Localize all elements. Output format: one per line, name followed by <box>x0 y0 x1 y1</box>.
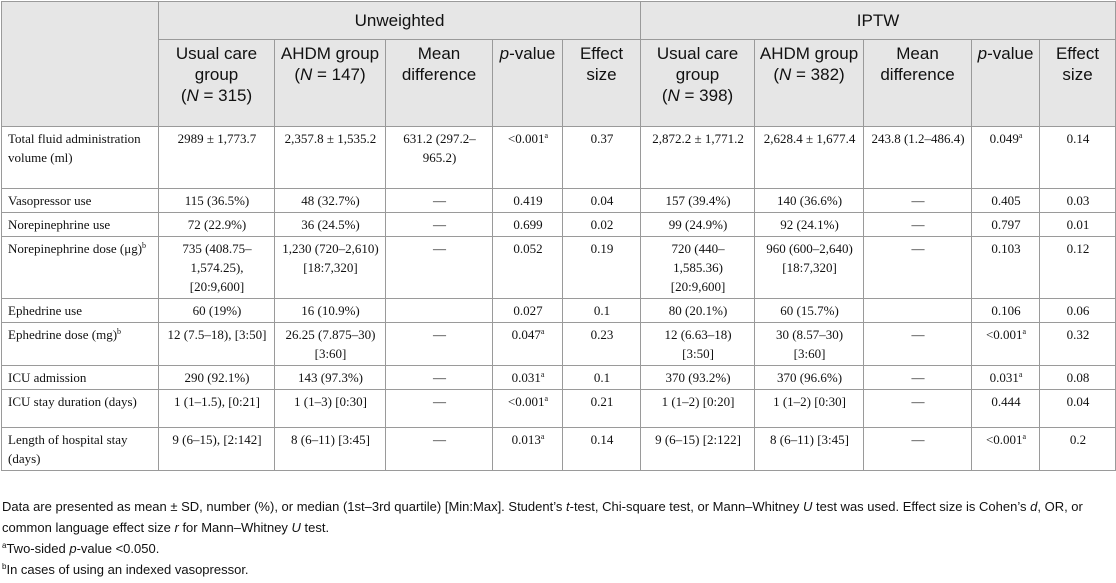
cell-iptw-effect-size: 0.06 <box>1040 299 1116 323</box>
col-header-unweighted-p-value: p-value <box>493 40 563 127</box>
cell-iptw-ahdm: 140 (36.6%) <box>755 189 864 213</box>
footnote-marker: b <box>117 327 122 336</box>
cell-unweighted-usual: 735 (408.75–1,574.25), [20:9,600] <box>159 237 275 299</box>
cell-unweighted-ahdm: 143 (97.3%) <box>275 366 386 390</box>
cell-unweighted-effect-size: 0.04 <box>563 189 641 213</box>
cell-iptw-p-value: 0.444 <box>972 390 1040 428</box>
cell-unweighted-mean-diff: — <box>386 237 493 299</box>
cell-unweighted-usual: 2989 ± 1,773.7 <box>159 127 275 189</box>
cell-iptw-effect-size: 0.32 <box>1040 323 1116 366</box>
table-row <box>2 428 1116 471</box>
cell-iptw-mean-diff: — <box>864 237 972 299</box>
cell-iptw-p-value: 0.797 <box>972 213 1040 237</box>
cell-iptw-ahdm: 960 (600–2,640) [18:7,320] <box>755 237 864 299</box>
row-label: ICU admission <box>2 366 159 390</box>
cell-iptw-p-value: <0.001$^a$ <box>972 428 1040 471</box>
group-header-iptw: IPTW <box>641 2 1116 40</box>
cell-unweighted-mean-diff: 631.2 (297.2–965.2) <box>386 127 493 189</box>
cell-iptw-effect-size: 0.14 <box>1040 127 1116 189</box>
cell-unweighted-effect-size: 0.37 <box>563 127 641 189</box>
cell-unweighted-mean-diff: — <box>386 428 493 471</box>
footnote-marker: a <box>1022 327 1027 336</box>
cell-unweighted-usual: 72 (22.9%) <box>159 213 275 237</box>
cell-unweighted-ahdm: 26.25 (7.875–30) [3:60] <box>275 323 386 366</box>
cell-iptw-mean-diff: — <box>864 323 972 366</box>
cell-iptw-ahdm: 2,628.4 ± 1,677.4 <box>755 127 864 189</box>
row-label: Ephedrine use <box>2 299 159 323</box>
outcomes-table <box>1 1 1116 471</box>
table-body <box>2 127 1116 471</box>
table-row <box>2 237 1116 299</box>
group-header-unweighted: Unweighted <box>159 2 641 40</box>
col-header-iptw-effect-size: Effect size <box>1040 40 1116 127</box>
footnote-a: $^a$Two-sided p-value <0.050. <box>2 541 160 556</box>
cell-iptw-ahdm: 1 (1–2) [0:30] <box>755 390 864 428</box>
cell-iptw-usual: 80 (20.1%) <box>641 299 755 323</box>
footnote-marker: b <box>142 241 147 250</box>
cell-unweighted-usual: 290 (92.1%) <box>159 366 275 390</box>
cell-unweighted-usual: 60 (19%) <box>159 299 275 323</box>
cell-unweighted-mean-diff: — <box>386 366 493 390</box>
cell-iptw-p-value: 0.031$^a$ <box>972 366 1040 390</box>
cell-unweighted-effect-size: 0.14 <box>563 428 641 471</box>
cell-iptw-usual: 99 (24.9%) <box>641 213 755 237</box>
table-row <box>2 299 1116 323</box>
cell-iptw-usual: 720 (440–1,585.36) [20:9,600] <box>641 237 755 299</box>
cell-unweighted-usual: 115 (36.5%) <box>159 189 275 213</box>
header-empty-cell <box>2 2 159 127</box>
cell-unweighted-ahdm: 1 (1–3) [0:30] <box>275 390 386 428</box>
cell-unweighted-ahdm: 1,230 (720–2,610) [18:7,320] <box>275 237 386 299</box>
cell-unweighted-p-value: 0.047$^a$ <box>493 323 563 366</box>
cell-iptw-p-value: 0.103 <box>972 237 1040 299</box>
cell-unweighted-effect-size: 0.02 <box>563 213 641 237</box>
cell-iptw-mean-diff: — <box>864 366 972 390</box>
cell-unweighted-effect-size: 0.1 <box>563 299 641 323</box>
cell-iptw-mean-diff: — <box>864 428 972 471</box>
row-label: Norepinephrine use <box>2 213 159 237</box>
col-header-iptw-p-value: p-value <box>972 40 1040 127</box>
cell-iptw-effect-size: 0.12 <box>1040 237 1116 299</box>
cell-iptw-mean-diff: — <box>864 390 972 428</box>
footnote-marker: a <box>1018 370 1023 379</box>
table-footnotes <box>2 496 1114 580</box>
table-row <box>2 127 1116 189</box>
cell-iptw-usual: 1 (1–2) [0:20] <box>641 390 755 428</box>
cell-iptw-effect-size: 0.01 <box>1040 213 1116 237</box>
cell-iptw-p-value: 0.049$^a$ <box>972 127 1040 189</box>
cell-unweighted-mean-diff <box>386 299 493 323</box>
cell-unweighted-p-value: 0.419 <box>493 189 563 213</box>
cell-iptw-p-value: 0.106 <box>972 299 1040 323</box>
col-header-iptw-mean-diff: Mean difference <box>864 40 972 127</box>
cell-iptw-mean-diff: 243.8 (1.2–486.4) <box>864 127 972 189</box>
footnote-marker: a <box>540 370 545 379</box>
cell-iptw-mean-diff: — <box>864 189 972 213</box>
cell-iptw-usual: 370 (93.2%) <box>641 366 755 390</box>
cell-unweighted-usual: 1 (1–1.5), [0:21] <box>159 390 275 428</box>
col-header-unweighted-mean-diff: Mean difference <box>386 40 493 127</box>
cell-unweighted-mean-diff: — <box>386 213 493 237</box>
cell-unweighted-p-value: <0.001$^a$ <box>493 390 563 428</box>
cell-unweighted-p-value: 0.013$^a$ <box>493 428 563 471</box>
table-row <box>2 390 1116 428</box>
row-label: Ephedrine dose (mg)$^b$ <box>2 323 159 366</box>
footnote-marker: a <box>540 432 545 441</box>
footnote-general: Data are presented as mean ± SD, number (%), or median (1st–3rd quartile) [Min:Max]. Student’s t-test, Chi-square test, or Mann–Whitney U test was used. Effect size is Cohen’s d, OR, or common language effect size r for Mann–Whitney U test. <box>2 499 1083 535</box>
cell-unweighted-p-value: 0.031$^a$ <box>493 366 563 390</box>
cell-unweighted-mean-diff: — <box>386 390 493 428</box>
cell-iptw-p-value: <0.001$^a$ <box>972 323 1040 366</box>
footnote-marker: a <box>544 131 549 140</box>
cell-iptw-ahdm: 30 (8.57–30) [3:60] <box>755 323 864 366</box>
col-header-unweighted-effect-size: Effect size <box>563 40 641 127</box>
table-row <box>2 366 1116 390</box>
col-header-unweighted-ahdm: AHDM group (N = 147) <box>275 40 386 127</box>
col-header-iptw-usual: Usual care group (N = 398) <box>641 40 755 127</box>
cell-unweighted-mean-diff: — <box>386 323 493 366</box>
row-label: Length of hospital stay (days) <box>2 428 159 471</box>
cell-unweighted-effect-size: 0.21 <box>563 390 641 428</box>
cell-iptw-effect-size: 0.2 <box>1040 428 1116 471</box>
cell-iptw-usual: 2,872.2 ± 1,771.2 <box>641 127 755 189</box>
cell-iptw-ahdm: 60 (15.7%) <box>755 299 864 323</box>
table-row <box>2 189 1116 213</box>
cell-unweighted-ahdm: 36 (24.5%) <box>275 213 386 237</box>
cell-iptw-usual: 157 (39.4%) <box>641 189 755 213</box>
cell-iptw-usual: 9 (6–15) [2:122] <box>641 428 755 471</box>
cell-unweighted-p-value: 0.052 <box>493 237 563 299</box>
row-label: Norepinephrine dose $(\mu g)^b$ <box>2 237 159 299</box>
cell-unweighted-mean-diff: — <box>386 189 493 213</box>
cell-unweighted-ahdm: 48 (32.7%) <box>275 189 386 213</box>
cell-iptw-ahdm: 92 (24.1%) <box>755 213 864 237</box>
cell-iptw-ahdm: 370 (96.6%) <box>755 366 864 390</box>
cell-unweighted-ahdm: 2,357.8 ± 1,535.2 <box>275 127 386 189</box>
table-row <box>2 213 1116 237</box>
footnote-b: $^b$In cases of using an indexed vasopressor. <box>2 562 249 577</box>
table-row <box>2 323 1116 366</box>
cell-iptw-p-value: 0.405 <box>972 189 1040 213</box>
footnote-marker: a <box>544 394 549 403</box>
cell-iptw-ahdm: 8 (6–11) [3:45] <box>755 428 864 471</box>
cell-unweighted-p-value: 0.699 <box>493 213 563 237</box>
row-label: ICU stay duration (days) <box>2 390 159 428</box>
cell-iptw-mean-diff: — <box>864 213 972 237</box>
cell-unweighted-ahdm: 16 (10.9%) <box>275 299 386 323</box>
cell-unweighted-effect-size: 0.19 <box>563 237 641 299</box>
cell-iptw-effect-size: 0.04 <box>1040 390 1116 428</box>
cell-iptw-mean-diff <box>864 299 972 323</box>
cell-iptw-usual: 12 (6.63–18) [3:50] <box>641 323 755 366</box>
col-header-unweighted-usual: Usual care group (N = 315) <box>159 40 275 127</box>
col-header-iptw-ahdm: AHDM group (N = 382) <box>755 40 864 127</box>
cell-iptw-effect-size: 0.08 <box>1040 366 1116 390</box>
row-label: Vasopressor use <box>2 189 159 213</box>
cell-unweighted-effect-size: 0.23 <box>563 323 641 366</box>
footnote-marker: a <box>540 327 545 336</box>
cell-unweighted-ahdm: 8 (6–11) [3:45] <box>275 428 386 471</box>
cell-unweighted-p-value: <0.001$^a$ <box>493 127 563 189</box>
cell-unweighted-usual: 9 (6–15), [2:142] <box>159 428 275 471</box>
footnote-marker: a <box>1018 131 1023 140</box>
cell-unweighted-p-value: 0.027 <box>493 299 563 323</box>
cell-iptw-effect-size: 0.03 <box>1040 189 1116 213</box>
footnote-marker: a <box>1022 432 1027 441</box>
row-label: Total fluid administration volume (ml) <box>2 127 159 189</box>
cell-unweighted-usual: 12 (7.5–18), [3:50] <box>159 323 275 366</box>
cell-unweighted-effect-size: 0.1 <box>563 366 641 390</box>
